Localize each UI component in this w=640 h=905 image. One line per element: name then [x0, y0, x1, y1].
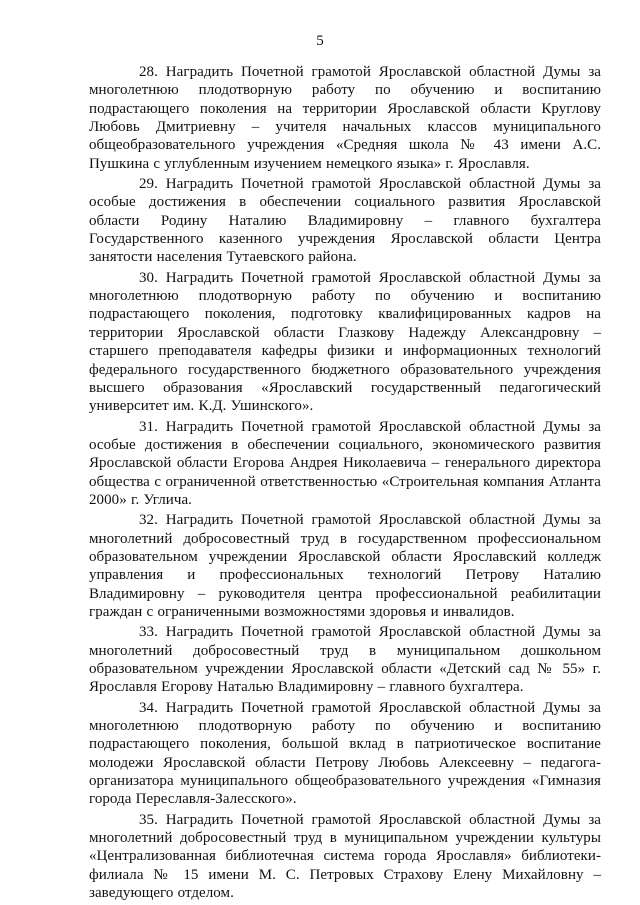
- award-paragraph-28: [89, 63, 601, 173]
- paragraph-text: Наградить Почетной грамотой Ярославской областной Думы за многолетнюю плодотворную работу по обучению и воспитанию подрастающего поколения на территории Ярославской области Круглову Любовь Дмитриевну – учителя начальных классов муниципального общеобразовательного учреждения «Средняя школа № 43 имени А.С. Пушкина с углубленным изучением немецкого языка» г. Ярославля.: [89, 64, 601, 172]
- paragraph-number: 32.: [139, 512, 158, 529]
- award-paragraph-30: [89, 269, 601, 416]
- document-body: [89, 63, 601, 902]
- paragraph-number: 33.: [139, 624, 158, 641]
- award-paragraph-33: [89, 623, 601, 696]
- paragraph-text: Наградить Почетной грамотой Ярославской областной Думы за особые достижения в обеспечении социального, экономического развития Ярославской области Егорова Андрея Николаевича – генерального директора общества с ограниченной ответственностью «Строительная компания Атланта 2000» г. Углича.: [89, 418, 601, 508]
- paragraph-text: Наградить Почетной грамотой Ярославской областной Думы за особые достижения в обеспечении социального развития Ярославской области Родину Наталию Владимировну – главного бухгалтера Государственного казенного учреждения Ярославской области Центра занятости населения Тутаевского района.: [89, 176, 601, 266]
- paragraph-text: Наградить Почетной грамотой Ярославской областной Думы за многолетний добросовестный труд в муниципальном дошкольном образовательном учреждении Ярославской области «Детский сад № 55» г. Ярославля Егорову Наталью Владимировну – главного бухгалтера.: [89, 624, 601, 696]
- paragraph-number: 31.: [139, 418, 158, 435]
- award-paragraph-35: [89, 811, 601, 903]
- paragraph-number: 30.: [139, 269, 158, 286]
- award-paragraph-31: [89, 418, 601, 510]
- paragraph-number: 35.: [139, 811, 158, 828]
- paragraph-number: 28.: [139, 64, 158, 80]
- award-paragraph-32: [89, 511, 601, 621]
- award-paragraph-34: [89, 699, 601, 809]
- award-paragraph-29: [89, 175, 601, 267]
- paragraph-text: Наградить Почетной грамотой Ярославской областной Думы за многолетнюю плодотворную работу по обучению и воспитанию подрастающего поколения, подготовку квалифицированных кадров на территории Ярославской области Глазкову Надежду Александровну – старшего преподавателя кафедры физики и информационных технологий федерального государственного бюджетного образовательного учреждения высшего образования «Ярославский государственный педагогический университет им. К.Д. Ушинского».: [89, 269, 601, 415]
- paragraph-text: Наградить Почетной грамотой Ярославской областной Думы за многолетнюю плодотворную работу по обучению и воспитанию подрастающего поколения, большой вклад в патриотическое воспитание молодежи Ярославской области Петрову Любовь Алексеевну – педагога-организатора муниципального общеобразовательного учреждения «Гимназия города Переславля-Залесского».: [89, 699, 601, 808]
- page-number: 5: [316, 33, 324, 49]
- paragraph-text: Наградить Почетной грамотой Ярославской областной Думы за многолетний добросовестный труд в муниципальном учреждении культуры «Централизованная библиотечная система города Ярославля» библиотеки-филиала № 15 имени М. С. Петровых Страхову Елену Михайловну – заведующего отделом.: [89, 811, 601, 902]
- paragraph-text: Наградить Почетной грамотой Ярославской областной Думы за многолетний добросовестный труд в государственном профессиональном образовательном учреждении Ярославской области Ярославский колледж управления и профессиональных технологий Петрову Наталию Владимировну – руководителя центра профессиональной реабилитации граждан с ограниченными возможностями здоровья и инвалидов.: [89, 512, 601, 620]
- paragraph-number: 34.: [139, 699, 158, 716]
- paragraph-number: 29.: [139, 176, 158, 193]
